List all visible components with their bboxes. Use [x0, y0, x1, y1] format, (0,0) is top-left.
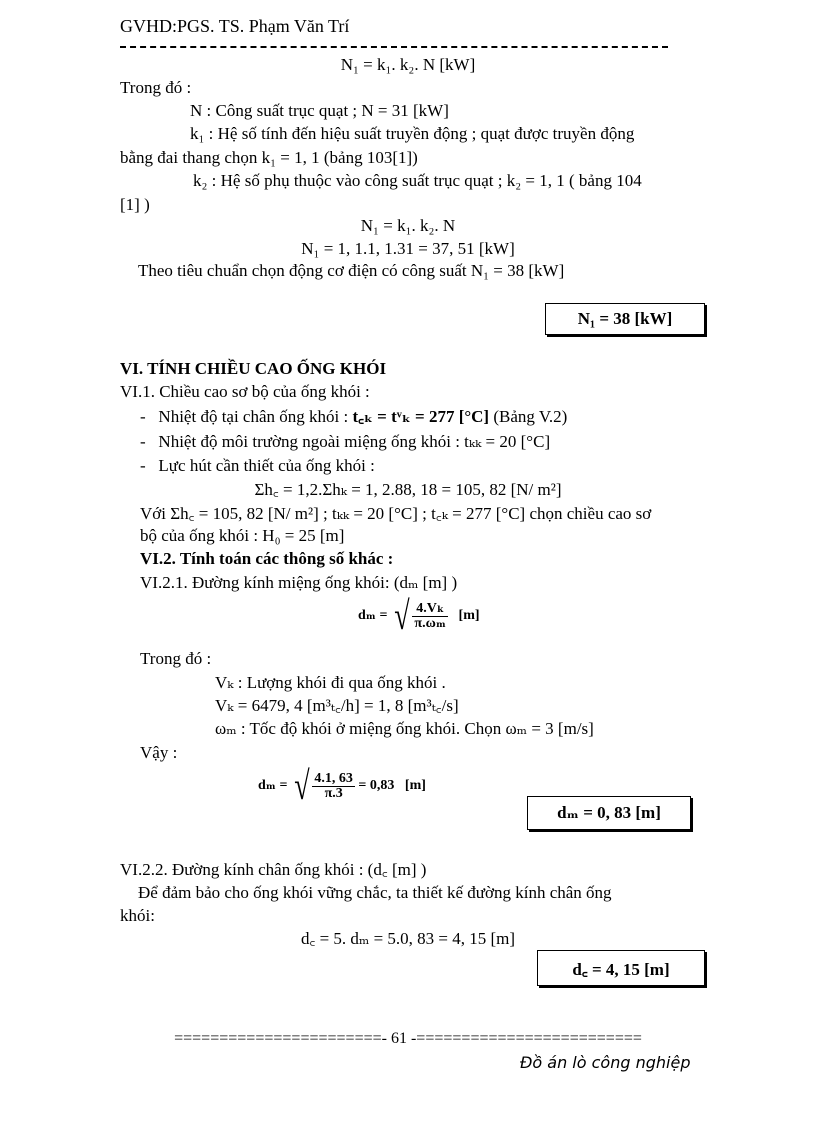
formula-dm-numerator: 4.Vₖ: [412, 602, 448, 617]
bullet-1: - Nhiệt độ tại chân ống khói : t꜀ₖ = tᵛₖ = 277 [°C] (Bảng V.2): [140, 407, 568, 426]
formula-dm-unit: [m]: [458, 608, 480, 624]
result-n1: N₁ = 38 [kW]: [577, 309, 673, 328]
n-definition: N : Công suất trục quạt ; N = 31 [kW]: [190, 101, 449, 120]
equation-dc: d꜀ = 5. dₘ = 5.0, 83 = 4, 15 [m]: [300, 929, 516, 948]
bullet-1-formula: t꜀ₖ = tᵛₖ = 277 [°C]: [352, 407, 490, 426]
bullet-3: - Lực hút cần thiết của ống khói :: [140, 456, 375, 475]
header-divider: [120, 46, 668, 48]
sqrt-icon: √: [394, 593, 410, 638]
result-n1-box: [545, 303, 705, 335]
subsection-vi2: VI.2. Tính toán các thông số khác :: [140, 549, 394, 568]
height-selection: Với Σh꜀ = 105, 82 [N/ m²] ; tₖₖ = 20 [°C] ; t꜀ₖ = 277 [°C] chọn chiều cao sơ: [140, 504, 652, 523]
formula-dm-value-lhs: dₘ =: [258, 778, 288, 794]
k1-definition: k₁ : Hệ số tính đến hiệu suất truyền động ; quạt được truyền động: [190, 124, 635, 143]
formula-dm-value-numerator: 4.1, 63: [314, 770, 353, 786]
result-dm-box: [527, 796, 691, 830]
equation-n1-general: N₁ = k₁. k₂. N: [360, 216, 456, 235]
formula-dm-value-unit: [m]: [404, 778, 426, 794]
formula-dm-lhs: dₘ =: [358, 608, 388, 624]
header-title: GVHD:PGS. TS. Phạm Văn Trí: [120, 16, 350, 36]
formula-dm-value-rhs: = 0,83: [358, 778, 395, 794]
therefore-label: Vậy :: [140, 743, 178, 762]
wm-definition: ωₘ : Tốc độ khói ở miệng ống khói. Chọn ωₘ = 3 [m/s]: [215, 719, 594, 738]
height-selection-cont: bộ của ống khói : H₀ = 25 [m]: [140, 526, 345, 545]
equation-draft: Σh꜀ = 1,2.Σhₖ = 1, 2.88, 18 = 105, 82 [N/ m²]: [254, 480, 562, 499]
bullet-1-ref: (Bảng V.2): [489, 407, 568, 426]
footer-project: Đồ án lò công nghiệp: [520, 1053, 691, 1072]
subsection-vi1: VI.1. Chiều cao sơ bộ của ống khói :: [120, 382, 370, 401]
k1-definition-cont: bằng đai thang chọn k₁ = 1, 1 (bảng 103[1]): [120, 148, 418, 167]
result-dc-box: [537, 950, 705, 986]
bullet-2: - Nhiệt độ môi trường ngoài miệng ống khói : tₖₖ = 20 [°C]: [140, 432, 551, 451]
vk-definition: Vₖ : Lượng khói đi qua ống khói .: [215, 673, 446, 692]
bullet-3-text: Lực hút cần thiết của ống khói :: [158, 456, 375, 475]
subsection-vi21: VI.2.1. Đường kính miệng ống khói: (dₘ [m] ): [140, 573, 458, 592]
equation-n1: N₁ = k₁. k₂. N [kW]: [340, 55, 476, 74]
vk-value: Vₖ = 6479, 4 [m³ₜ꜀/h] = 1, 8 [m³ₜ꜀/s]: [215, 696, 459, 715]
formula-dm-denominator: π.ωₘ: [414, 615, 447, 631]
stability-text-cont: khói:: [120, 906, 155, 925]
subsection-vi22: VI.2.2. Đường kính chân ống khói : (d꜀ [m] ): [120, 860, 427, 879]
stability-text: Để đảm bảo cho ống khói vững chắc, ta thiết kế đường kính chân ống: [138, 883, 612, 902]
formula-dm: [358, 593, 480, 638]
bullet-2-text: Nhiệt độ môi trường ngoài miệng ống khói : tₖₖ = 20 [°C]: [158, 432, 551, 451]
section-heading: VI. TÍNH CHIỀU CAO ỐNG KHÓI: [120, 359, 387, 378]
k2-definition: k₂ : Hệ số phụ thuộc vào công suất trục quạt ; k₂ = 1, 1 ( bảng 104: [193, 171, 642, 190]
k2-definition-cont: [1] ): [120, 195, 150, 214]
motor-choice: Theo tiêu chuẩn chọn động cơ điện có công suất N₁ = 38 [kW]: [138, 261, 565, 280]
formula-dm-value-denominator: π.3: [324, 785, 343, 801]
where-label-2: Trong đó :: [140, 649, 212, 668]
bullet-1-text: Nhiệt độ tại chân ống khói :: [158, 407, 353, 426]
where-label: Trong đó :: [120, 78, 192, 97]
formula-dm-value: [258, 763, 426, 808]
result-dm: dₘ = 0, 83 [m]: [557, 803, 661, 822]
equation-n1-value: N₁ = 1, 1.1, 1.31 = 37, 51 [kW]: [301, 239, 515, 258]
footer-page-line: =======================- 61 -=========================: [174, 1030, 642, 1047]
sqrt-icon: √: [294, 763, 310, 808]
result-dc: d꜀ = 4, 15 [m]: [572, 959, 670, 979]
